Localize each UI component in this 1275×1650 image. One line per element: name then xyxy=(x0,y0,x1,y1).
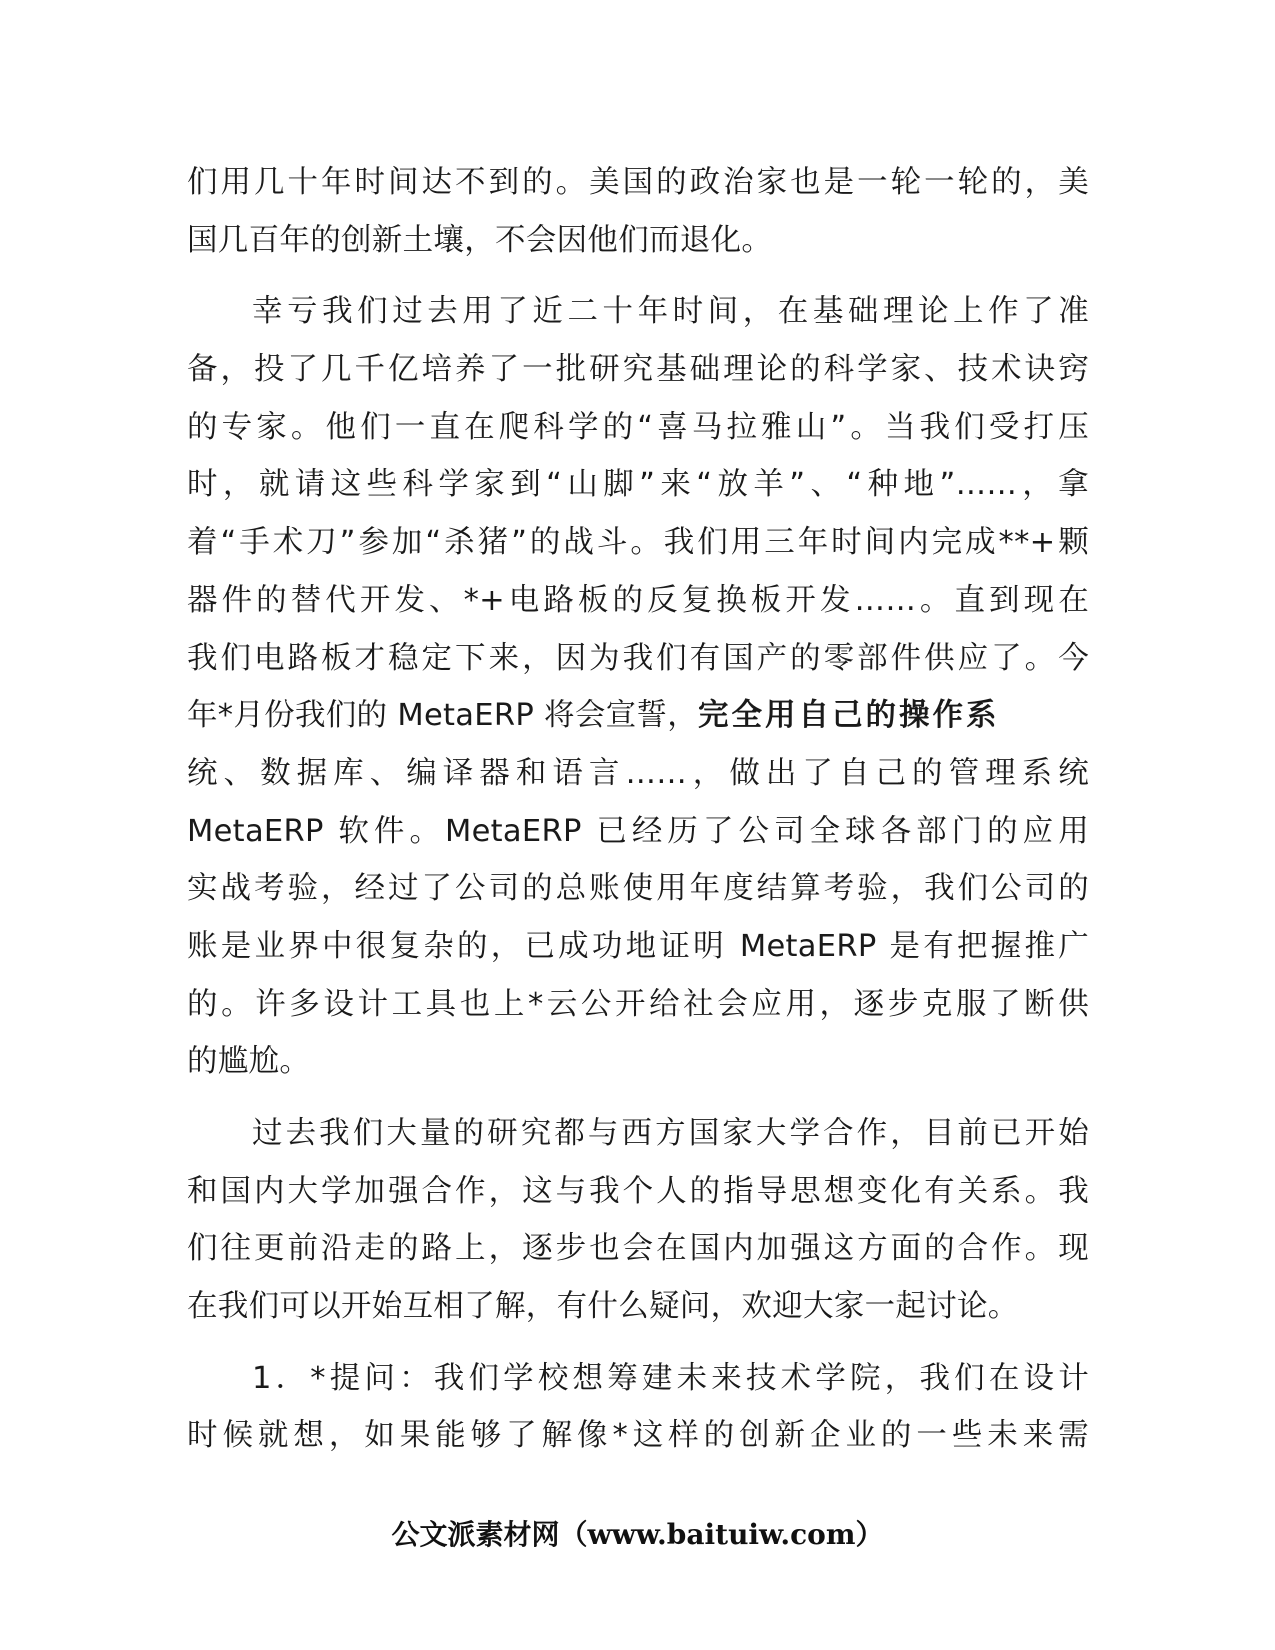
text-line: 备，投了几千亿培养了一批研究基础理论的科学家、技术诀窍 xyxy=(187,352,1089,388)
text-line: 我们电路板才稳定下来，因为我们有国产的零部件供应了。今 xyxy=(187,640,1089,676)
text-line: 们用几十年时间达不到的。美国的政治家也是一轮一轮的，美 xyxy=(187,165,1089,200)
bold-text-run: 完全用自己的操作系 xyxy=(698,698,1000,734)
text-line: 的专家。他们一直在爬科学的“喜马拉雅山”。当我们受打压 xyxy=(187,409,1089,445)
document-body xyxy=(187,154,1089,1465)
paragraph-2 xyxy=(187,283,1089,1091)
text-run: 年*月份我们的 MetaERP 将会宣誓， xyxy=(187,698,699,734)
text-line: 着“手术刀”参加“杀猪”的战斗。我们用三年时间内完成**+颗 xyxy=(187,525,1089,561)
paragraph-3 xyxy=(187,1105,1089,1336)
text-line: 时候就想，如果能够了解像*这样的创新企业的一些未来需 xyxy=(187,1418,1089,1454)
text-line: 幸亏我们过去用了近二十年时间，在基础理论上作了准 xyxy=(252,294,1089,330)
text-line: 实战考验，经过了公司的总账使用年度结算考验，我们公司的 xyxy=(187,871,1089,907)
text-line: 账是业界中很复杂的，已成功地证明 MetaERP 是有把握推广 xyxy=(187,928,1089,964)
text-line-with-bold xyxy=(187,687,1089,745)
paragraph-4 xyxy=(187,1350,1089,1465)
text-line: 器件的替代开发、*+电路板的反复换板开发……。直到现在 xyxy=(187,582,1089,618)
text-line: 的尴尬。 xyxy=(187,1044,311,1080)
text-line: MetaERP 软件。MetaERP 已经历了公司全球各部门的应用 xyxy=(187,813,1089,849)
text-line: 和国内大学加强合作，这与我个人的指导思想变化有关系。我 xyxy=(187,1173,1089,1209)
footer-watermark: 公文派素材网（www.baituiw.com） xyxy=(391,1518,884,1551)
text-line: 国几百年的创新土壤，不会因他们而退化。 xyxy=(187,222,773,258)
paragraph-1 xyxy=(187,154,1089,269)
text-line: 时，就请这些科学家到“山脚”来“放羊”、“种地”……，拿 xyxy=(187,467,1089,503)
text-line: 统、数据库、编译器和语言……，做出了自己的管理系统 xyxy=(187,755,1089,791)
text-line: 的。许多设计工具也上*云公开给社会应用，逐步克服了断供 xyxy=(187,986,1089,1022)
text-line: 在我们可以开始互相了解，有什么疑问，欢迎大家一起讨论。 xyxy=(187,1289,1019,1325)
text-line: 们往更前沿走的路上，逐步也会在国内加强这方面的合作。现 xyxy=(187,1231,1089,1267)
text-line: 1．*提问：我们学校想筹建未来技术学院，我们在设计 xyxy=(252,1360,1089,1396)
text-line: 过去我们大量的研究都与西方国家大学合作，目前已开始 xyxy=(252,1116,1089,1151)
